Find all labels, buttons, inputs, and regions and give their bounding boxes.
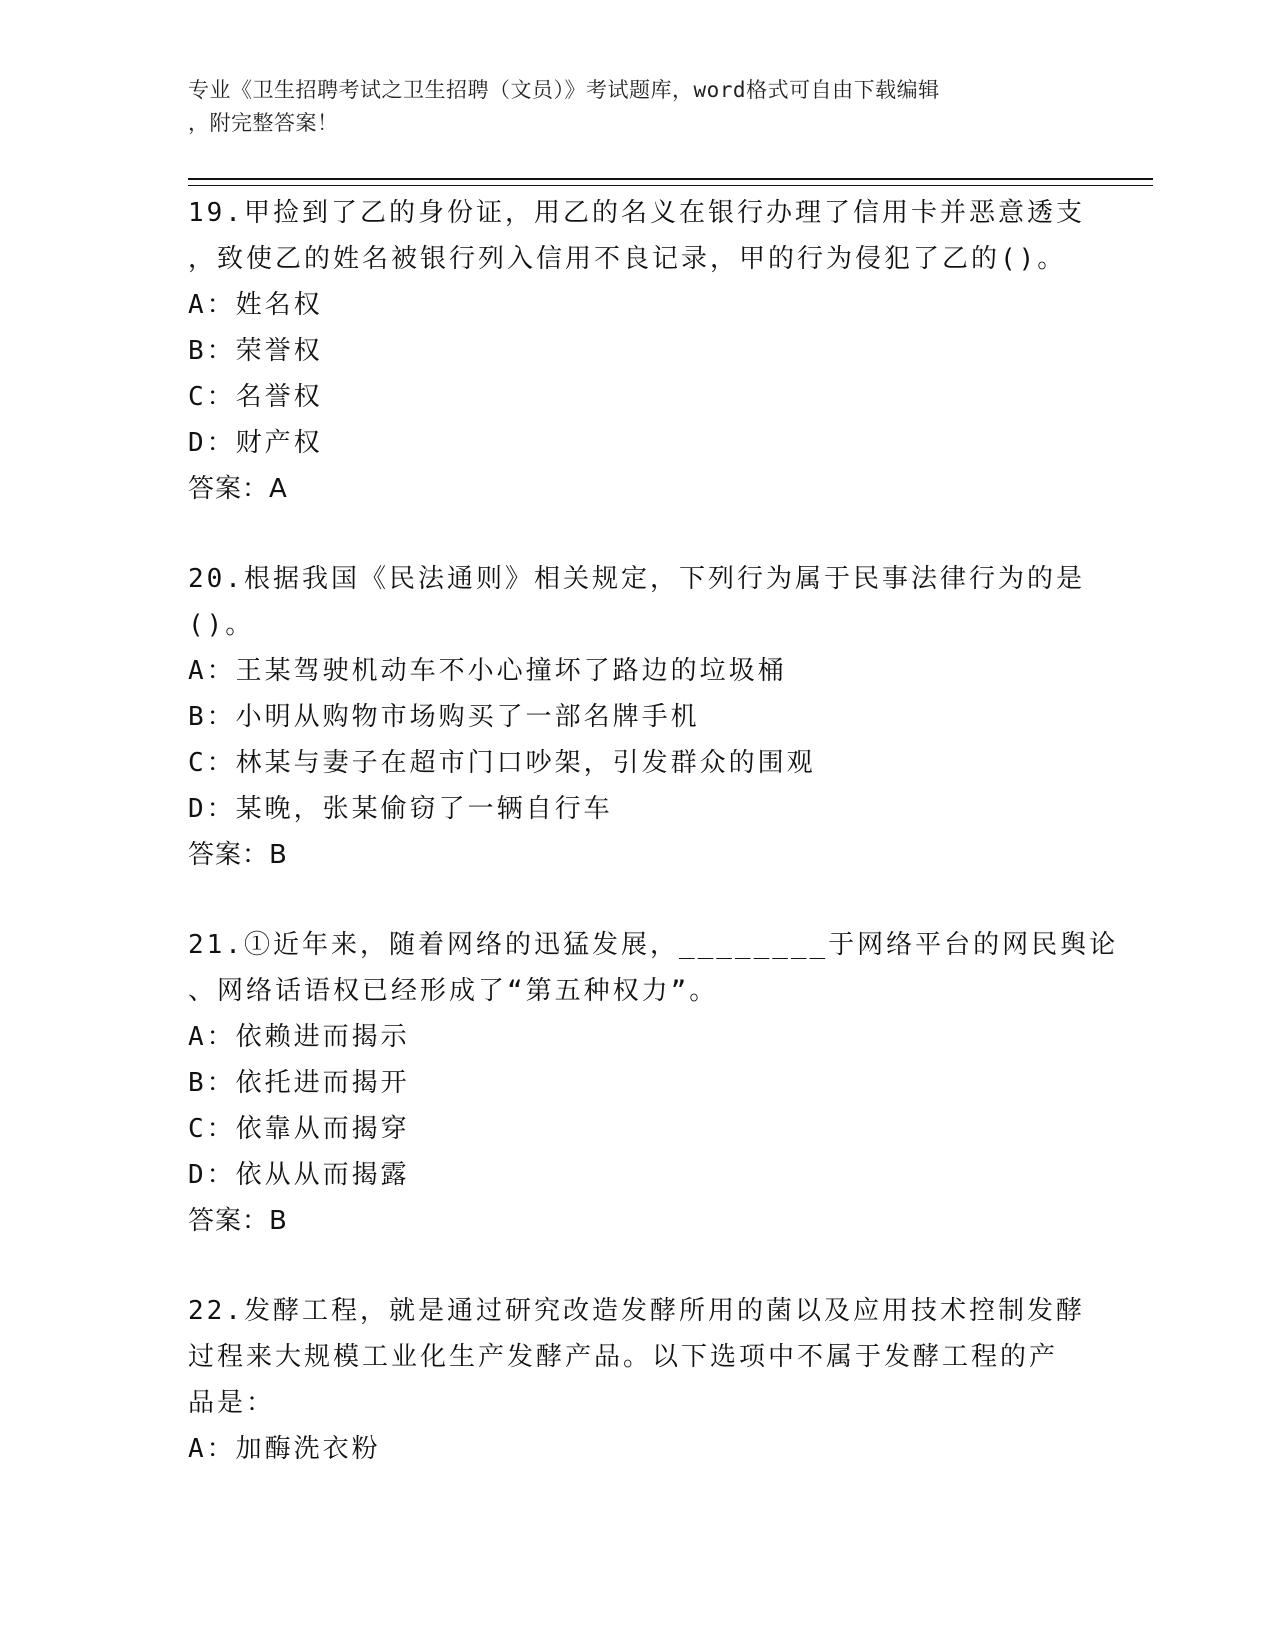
question-list: [188, 190, 1119, 1516]
question-text: ，致使乙的姓名被银行列入信用不良记录，甲的行为侵犯了乙的()。: [188, 244, 1067, 274]
header-divider-thin: [188, 185, 1153, 186]
option-b: B：荣誉权: [188, 336, 323, 366]
question-text: 21.①近年来，随着网络的迅猛发展，________于网络平台的网民舆论: [188, 930, 1119, 960]
header-divider-thick: [188, 178, 1153, 180]
option-b: B：依托进而揭开: [188, 1068, 410, 1098]
question-item: [188, 556, 1088, 878]
answer-text: 答案：B: [188, 1206, 288, 1236]
header-line: ，附完整答案！: [188, 111, 339, 135]
question-text: 19.甲捡到了乙的身份证，用乙的名义在银行办理了信用卡并恶意透支: [188, 198, 1085, 228]
question-item: [188, 1288, 1088, 1472]
document-header: [188, 74, 1078, 140]
question-text: 20.根据我国《民法通则》相关规定，下列行为属于民事法律行为的是: [188, 564, 1085, 594]
option-c: C：依靠从而揭穿: [188, 1114, 410, 1144]
option-c: C：名誉权: [188, 382, 323, 412]
answer-text: 答案：B: [188, 840, 288, 870]
option-d: D：依从从而揭露: [188, 1160, 410, 1190]
option-d: D：某晚，张某偷窃了一辆自行车: [188, 794, 613, 824]
option-d: D：财产权: [188, 428, 323, 458]
option-a: A：姓名权: [188, 290, 323, 320]
option-a: A：依赖进而揭示: [188, 1022, 410, 1052]
question-text: 、网络话语权已经形成了“第五种权力”。: [188, 976, 719, 1006]
option-b: B：小明从购物市场购买了一部名牌手机: [188, 702, 700, 732]
option-c: C：林某与妻子在超市门口吵架，引发群众的围观: [188, 748, 816, 778]
question-text: 22.发酵工程，就是通过研究改造发酵所用的菌以及应用技术控制发酵: [188, 1296, 1085, 1326]
question-text: 过程来大规模工业化生产发酵产品。以下选项中不属于发酵工程的产: [188, 1342, 1059, 1372]
option-a: A：加酶洗衣粉: [188, 1434, 381, 1464]
question-text: ()。: [188, 610, 255, 640]
header-line: 专业《卫生招聘考试之卫生招聘（文员）》考试题库，word格式可自由下载编辑: [188, 78, 940, 102]
question-item: [188, 190, 1088, 512]
question-text: 品是：: [188, 1388, 276, 1418]
option-a: A：王某驾驶机动车不小心撞坏了路边的垃圾桶: [188, 656, 787, 686]
answer-text: 答案：A: [188, 474, 288, 504]
question-item: [188, 922, 1119, 1244]
